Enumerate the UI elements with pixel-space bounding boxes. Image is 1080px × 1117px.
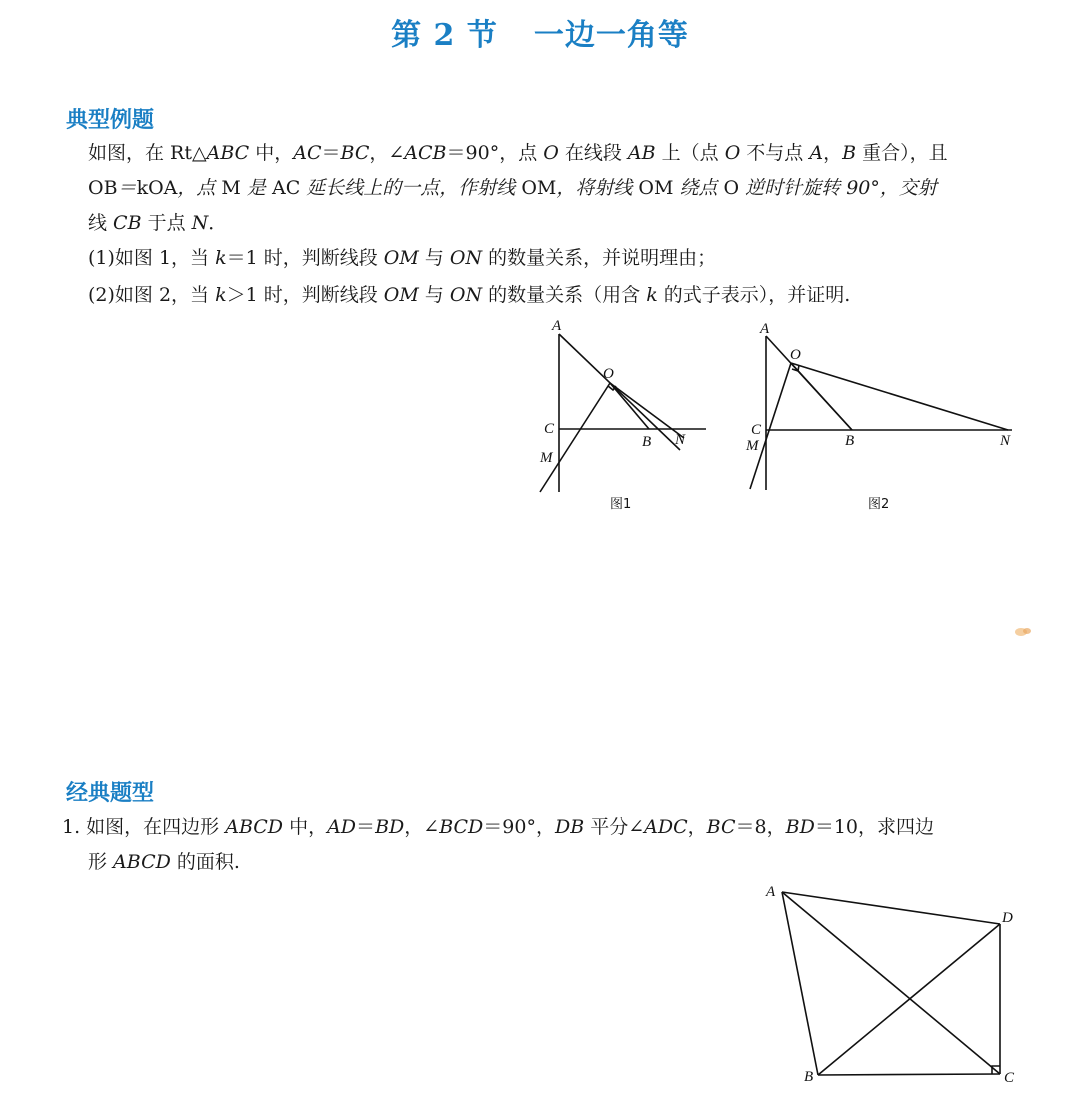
math-symbol: ，点 [177, 177, 222, 199]
figure-1 [530, 312, 720, 518]
math-symbol: AB [627, 142, 656, 164]
math-symbol: 延长线上的一点，作射线 [300, 177, 522, 199]
math-symbol: O [724, 142, 741, 164]
text-run: 与 [418, 247, 450, 269]
text-run: 不与点 [740, 142, 810, 164]
fig1-label-m: M [540, 450, 553, 466]
text-run: kOA [136, 177, 178, 199]
math-symbol: BC [340, 142, 370, 164]
text-run: M [221, 177, 241, 199]
math-symbol: ABCD [113, 851, 171, 873]
quad-label-c: C [1004, 1070, 1015, 1086]
example-line-2 [88, 171, 937, 206]
text-run: OB [88, 177, 118, 199]
text-run: ＝10，求四边 [814, 816, 934, 838]
fig1-label-a: A [552, 318, 562, 334]
fig1-label-b: B [642, 434, 652, 450]
fig1-line-ab [559, 334, 680, 450]
text-run: ． [208, 212, 228, 234]
math-symbol: ADC [644, 816, 688, 838]
example-line-3 [88, 206, 227, 241]
math-symbol: 是 [240, 177, 272, 199]
text-run: 中， [249, 142, 294, 164]
text-run: 与 [418, 284, 450, 306]
text-run: ＝90°， [483, 816, 555, 838]
fig2-line-on [791, 363, 1008, 430]
text-run: 中， [283, 816, 328, 838]
math-symbol: k [215, 284, 227, 306]
math-symbol: ＝ [117, 177, 137, 199]
text-run: ， [823, 142, 843, 164]
figure-quadrilateral [756, 874, 1026, 1094]
text-run: ＝8， [735, 816, 786, 838]
fig1-caption: 图1 [610, 497, 632, 512]
text-run: 线 [88, 212, 114, 234]
decorative-mark [1013, 626, 1033, 638]
text-run: 的式子表示），并证明. [657, 284, 851, 306]
text-run: 如图，在 Rt△ [88, 142, 207, 164]
section-number: 第 2 节 [391, 18, 498, 53]
math-symbol: ABC [206, 142, 250, 164]
example-heading: 典型例题 [66, 108, 155, 133]
math-symbol: CB [113, 212, 142, 234]
question-1 [88, 241, 716, 276]
text-run: 的数量关系（用含 [482, 284, 647, 306]
text-run: ＝1 时，判断线段 [226, 247, 384, 269]
math-symbol: 绕点 [673, 177, 724, 199]
fig1-line-ob [610, 383, 649, 429]
section-title: 一边一角等 [533, 18, 689, 53]
fig1-label-n: N [675, 432, 686, 448]
question-2 [88, 278, 850, 313]
text-run: ＞1 时，判断线段 [226, 284, 384, 306]
math-symbol: A [809, 142, 824, 164]
fig1-line-om [540, 383, 610, 492]
quad-label-b: B [804, 1069, 814, 1085]
math-symbol: BCD [439, 816, 484, 838]
math-symbol: ON [449, 247, 483, 269]
text-run: 的数量关系，并说明理由； [482, 247, 717, 269]
text-run: 的面积. [170, 851, 240, 873]
quad-side-ba [782, 892, 818, 1075]
text-run: ， [687, 816, 707, 838]
fig2-caption: 图2 [868, 497, 890, 512]
math-symbol: k [646, 284, 658, 306]
math-symbol: AD [327, 816, 357, 838]
fig2-label-b: B [845, 433, 855, 449]
math-symbol: DB [554, 816, 585, 838]
text-run: 形 [88, 851, 114, 873]
text-run: ，∠ [369, 142, 405, 164]
math-symbol: BD [785, 816, 815, 838]
math-symbol: AC [293, 142, 322, 164]
math-symbol: ABCD [225, 816, 284, 838]
fig1-label-c: C [544, 421, 555, 437]
math-symbol: BC [706, 816, 736, 838]
math-symbol: B [842, 142, 857, 164]
quad-diagonal-bd [818, 924, 1000, 1075]
classic-problem-line-1 [62, 810, 934, 845]
fig2-label-c: C [751, 422, 762, 438]
page-title [0, 10, 1080, 54]
math-symbol: OM [383, 247, 419, 269]
text-run: ＝ [356, 816, 376, 838]
quad-side-cb [818, 1074, 1000, 1075]
text-run: 在线段 [558, 142, 628, 164]
text-run: ＝90°，点 [446, 142, 544, 164]
text-run: (1)如图 1，当 [88, 247, 216, 269]
math-symbol: ，将射线 [556, 177, 639, 199]
text-run: OM [521, 177, 557, 199]
classic-problem-line-2 [88, 845, 240, 880]
text-run: O [723, 177, 740, 199]
math-symbol: BD [375, 816, 405, 838]
fig2-label-a: A [760, 321, 770, 337]
math-symbol: k [215, 247, 227, 269]
math-symbol: ON [449, 284, 483, 306]
fig2-label-n: N [1000, 433, 1011, 449]
math-symbol: 逆时针旋转 90°，交射 [739, 177, 937, 199]
text-run: 平分∠ [584, 816, 645, 838]
fig1-label-o: O [603, 366, 614, 382]
text-run: AC [271, 177, 301, 199]
math-symbol: OM [383, 284, 419, 306]
text-run: 于点 [141, 212, 192, 234]
text-run: ＝ [321, 142, 341, 164]
fig2-label-m: M [746, 438, 759, 454]
figure-2 [740, 312, 1030, 518]
quad-label-a: A [766, 884, 776, 900]
text-run: ，∠ [404, 816, 440, 838]
math-symbol: ACB [404, 142, 447, 164]
text-run: 1. 如图，在四边形 [62, 816, 226, 838]
text-run: OM [638, 177, 674, 199]
text-run: (2)如图 2，当 [88, 284, 216, 306]
math-symbol: O [543, 142, 559, 164]
math-symbol: N [191, 212, 209, 234]
example-line-1 [88, 136, 948, 171]
text-run: 重合），且 [856, 142, 948, 164]
classic-heading: 经典题型 [66, 781, 155, 806]
quad-label-d: D [1002, 910, 1013, 926]
fig2-label-o: O [790, 347, 801, 363]
text-run: 上（点 [655, 142, 725, 164]
